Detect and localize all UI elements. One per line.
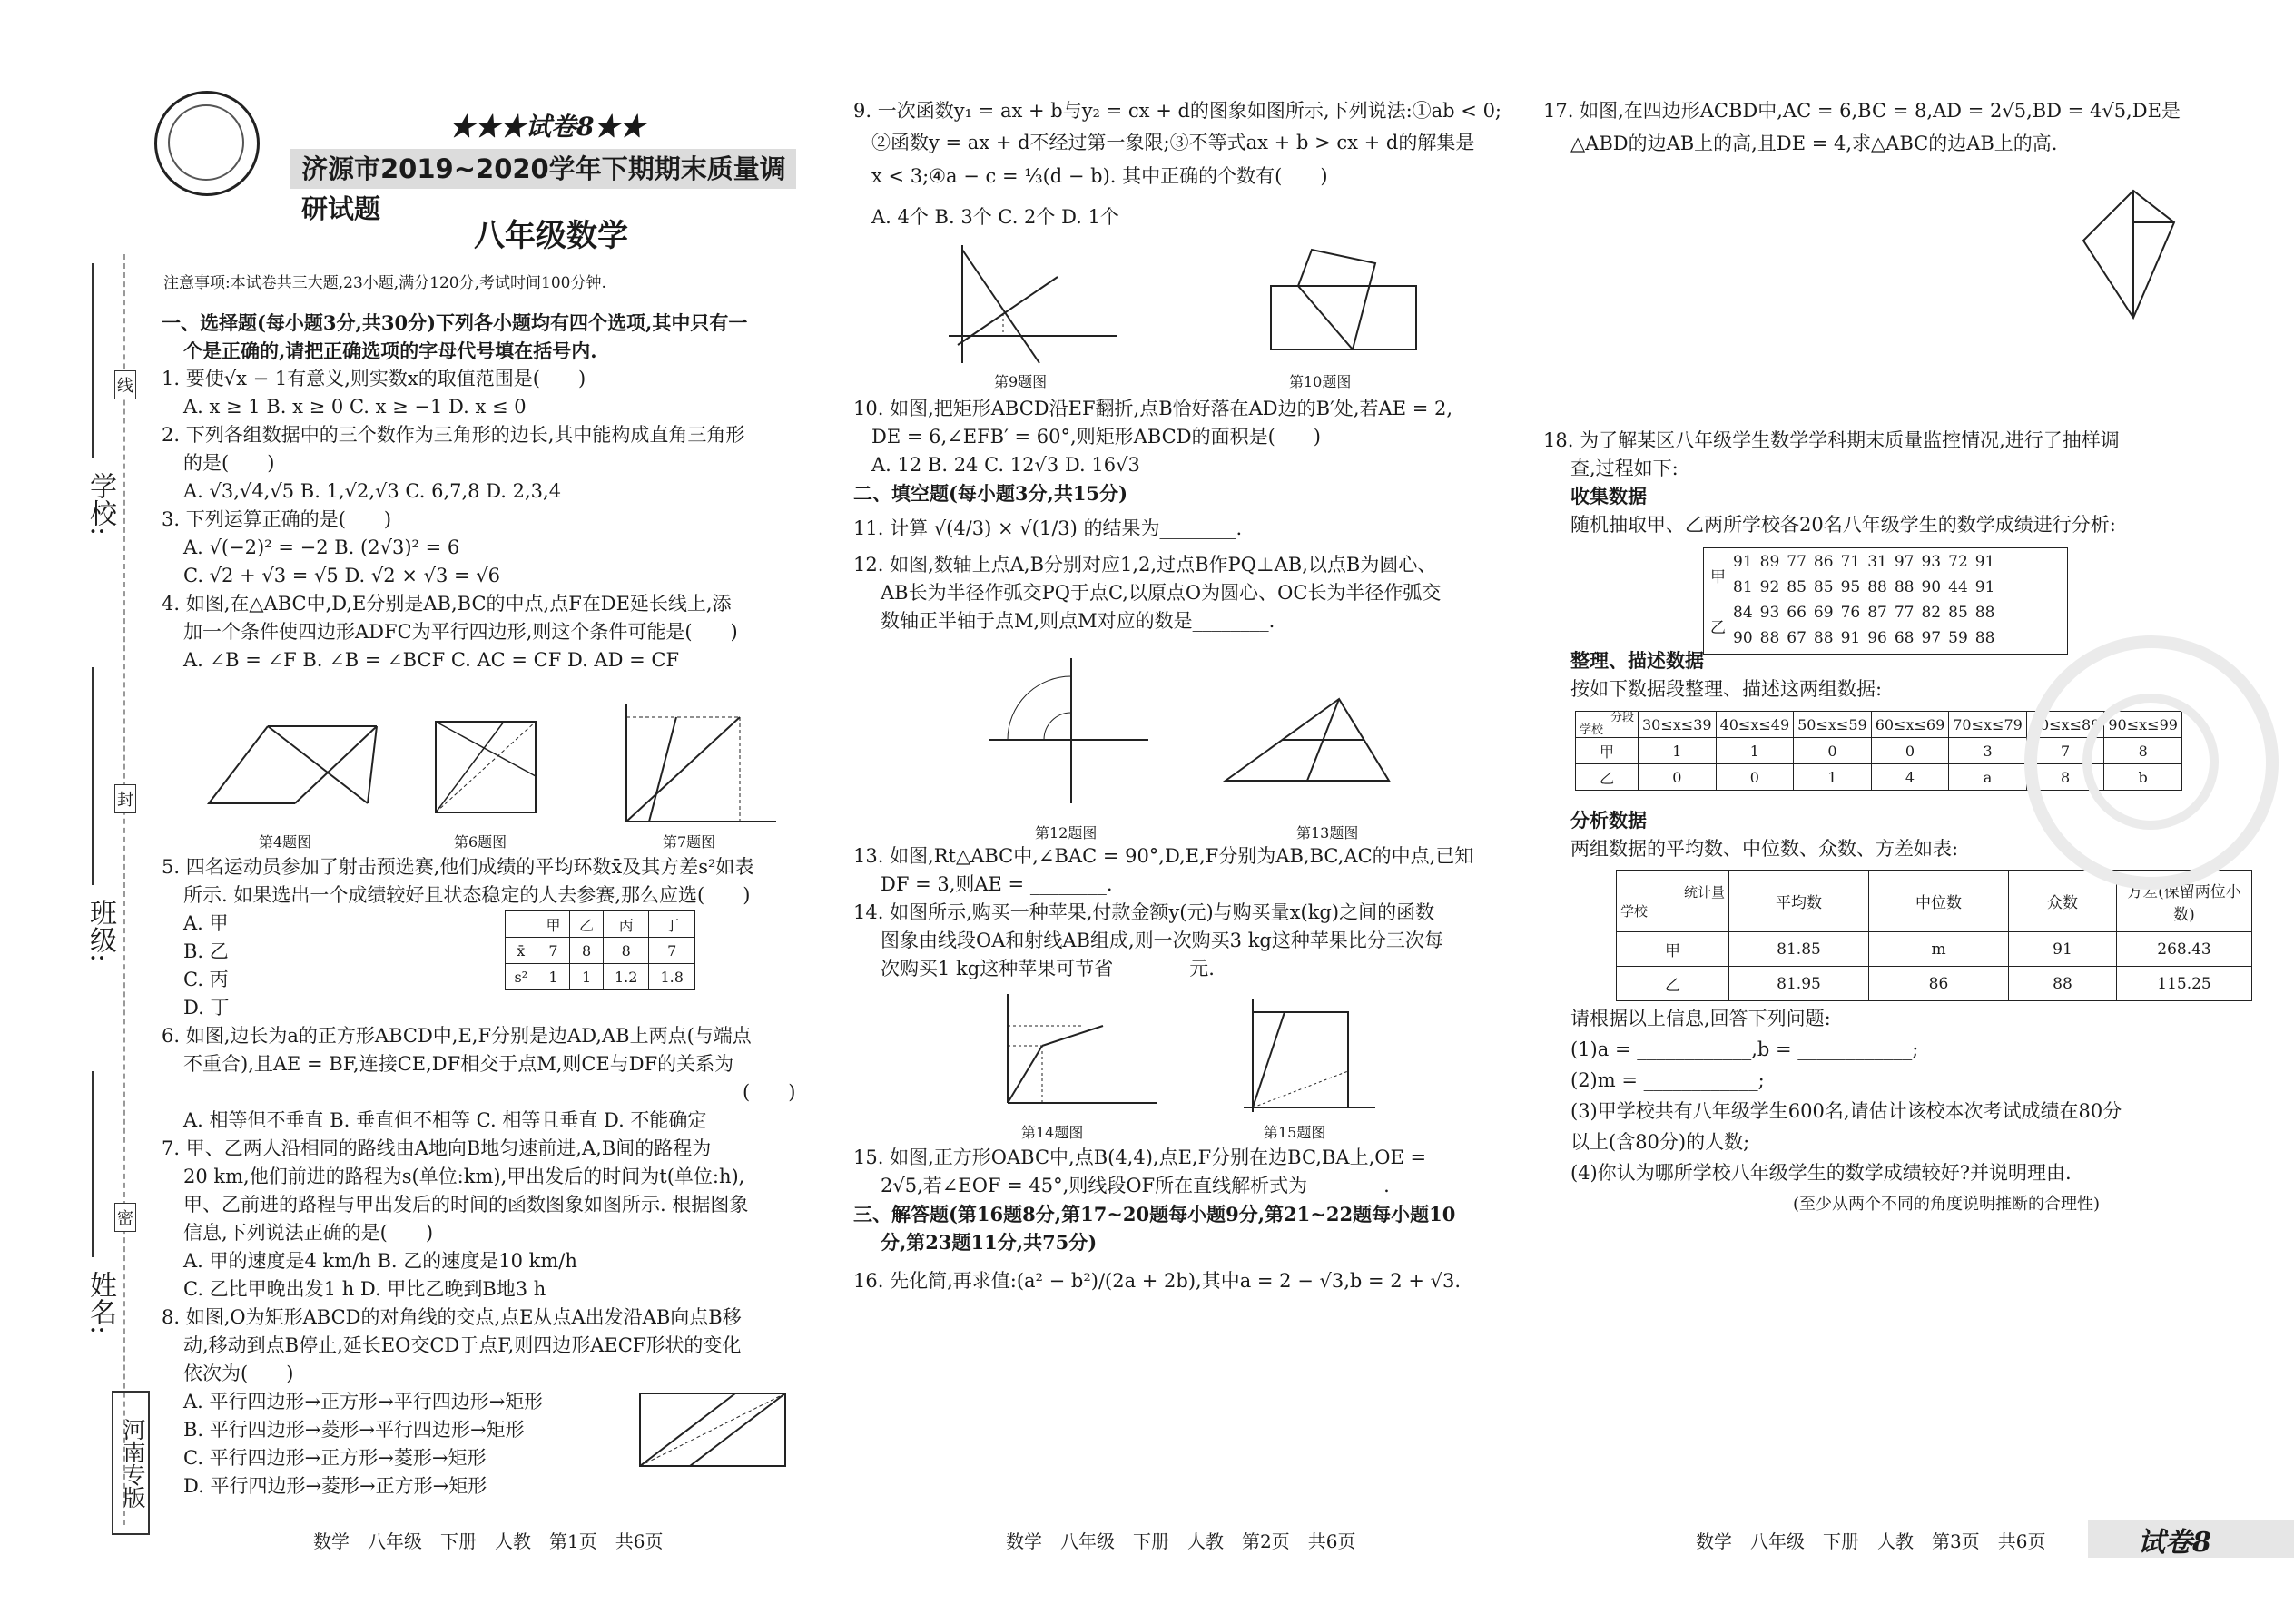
corner-cell xyxy=(1576,712,1639,738)
name-field[interactable] xyxy=(92,1071,94,1257)
table-cell: 1 xyxy=(570,964,604,990)
q2: 2. 下列各组数据中的三个数作为三角形的边长,其中能构成直角三角形 xyxy=(162,424,745,446)
q12-c: 数轴正半轴于点M,则点M对应的数是________. xyxy=(881,610,1275,632)
figure-14 xyxy=(980,989,1162,1112)
corner-top: 分段 xyxy=(1610,711,1634,724)
organize-data-desc: 按如下数据段整理、描述这两组数据: xyxy=(1570,678,1883,700)
q2-options: A. √3,√4,√5 B. 1,√2,√3 C. 6,7,8 D. 2,3,4 xyxy=(183,480,562,502)
figure-13-caption: 第13题图 xyxy=(1296,824,1359,842)
table-row xyxy=(506,911,695,938)
q6-b: 不重合),且AE = BF,连接CE,DF相交于点M,则CE与DF的关系为 xyxy=(183,1053,734,1075)
table-cell: 66 xyxy=(1787,604,1807,622)
section-3-title: 三、解答题(第16题8分,第17~20题每小题9分,第21~22题每小题10 xyxy=(853,1203,1456,1225)
table-header: 60≤x≤69 xyxy=(1871,712,1949,738)
collect-data-title: 收集数据 xyxy=(1570,486,1647,507)
figure-10 xyxy=(1257,236,1430,363)
q12-b: AB长为半径作弧交PQ于点C,以原点O为圆心、OC长为半径作弧交 xyxy=(881,582,1442,604)
figure-15 xyxy=(1235,994,1380,1117)
q11: 11. 计算 √(4/3) × √(1/3) 的结果为________. xyxy=(853,517,1243,539)
table-cell: 91 xyxy=(1840,629,1861,647)
table-cell: 88 xyxy=(1867,578,1887,596)
q13: 13. 如图,Rt△ABC中,∠BAC = 90°,D,E,F分别为AB,BC,AC的中点,已知 xyxy=(853,845,1474,867)
q3-options-cd: C. √2 + √3 = √5 D. √2 × √3 = √6 xyxy=(183,565,501,586)
table-row xyxy=(1617,932,2252,967)
seal-char-1: 线 xyxy=(114,370,136,399)
table-cell: 0 xyxy=(1639,764,1717,791)
region-seal: 河南专版 xyxy=(112,1391,150,1535)
figure-15-caption: 第15题图 xyxy=(1264,1124,1326,1141)
table-cell: 82 xyxy=(1921,604,1942,622)
q12: 12. 如图,数轴上点A,B分别对应1,2,过点B作PQ⊥AB,以点B为圆心、 xyxy=(853,554,1437,576)
paper-banner: 济源市2019~2020学年下期期末质量调研试题 xyxy=(290,149,796,189)
q13-b: DF = 3,则AE = ________. xyxy=(881,873,1113,895)
table-cell: 59 xyxy=(1948,629,1968,647)
table-cell: 31 xyxy=(1867,553,1887,571)
figure-8 xyxy=(626,1380,799,1480)
table-cell: 0 xyxy=(1716,764,1794,791)
q4-options: A. ∠B = ∠F B. ∠B = ∠BCF C. AC = CF D. AD = CF xyxy=(183,649,680,671)
figure-12-caption: 第12题图 xyxy=(1035,824,1098,842)
table-cell: 85 xyxy=(1787,578,1807,596)
table-cell: 0 xyxy=(1794,738,1872,764)
table-cell: 96 xyxy=(1867,629,1887,647)
q8-option-b: B. 平行四边形→菱形→平行四边形→矩形 xyxy=(183,1419,525,1441)
q8-c: 依次为( ) xyxy=(183,1363,294,1384)
q6-bracket: ( ) xyxy=(743,1081,796,1103)
table-cell: 77 xyxy=(1787,553,1807,571)
q15-b: 2√5,若∠EOF = 45°,则线段OF所在直线解析式为________. xyxy=(881,1175,1390,1196)
table-cell xyxy=(506,911,537,938)
corner-top: 统计量 xyxy=(1683,883,1725,901)
q17-b: △ABD的边AB上的高,且DE = 4,求△ABC的边AB上的高. xyxy=(1570,133,2058,154)
table-cell: 85 xyxy=(1948,604,1968,622)
figure-6 xyxy=(427,713,554,822)
table-cell: 91 xyxy=(1974,553,1995,571)
collect-data-desc: 随机抽取甲、乙两所学校各20名八年级学生的数学成绩进行分析: xyxy=(1570,514,2116,536)
table-cell: 0 xyxy=(1871,738,1949,764)
watermark-seal xyxy=(2024,635,2279,890)
q5: 5. 四名运动员参加了射击预选赛,他们成绩的平均环数x̄及其方差s²如表 xyxy=(162,856,754,878)
q18-b: 查,过程如下: xyxy=(1570,458,1679,479)
figure-7-caption: 第7题图 xyxy=(663,833,716,851)
binding-line xyxy=(123,254,125,1525)
table-cell: 7 xyxy=(537,938,570,964)
q7-c: 甲、乙前进的路程与甲出发后的时间的函数图象如图所示. 根据图象 xyxy=(183,1194,749,1216)
class-label: 班级: xyxy=(84,899,116,963)
footer-page-1: 数学 八年级 下册 人教 第1页 共6页 xyxy=(313,1530,664,1552)
school-field[interactable] xyxy=(92,263,94,458)
table-cell: 87 xyxy=(1867,604,1887,622)
table-cell: b xyxy=(2104,764,2182,791)
q3: 3. 下列运算正确的是( ) xyxy=(162,508,392,530)
q7-options-ab: A. 甲的速度是4 km/h B. 乙的速度是10 km/h xyxy=(183,1250,577,1272)
table-header: 30≤x≤39 xyxy=(1639,712,1717,738)
table-cell: 67 xyxy=(1787,629,1807,647)
table-cell: 1 xyxy=(1639,738,1717,764)
q3-options-ab: A. √(−2)² = −2 B. (2√3)² = 6 xyxy=(183,536,460,558)
section-1-title-2: 个是正确的,请把正确选项的字母代号填在括号内. xyxy=(183,340,597,362)
table-cell: 97 xyxy=(1921,629,1942,647)
q18-part-4: (4)你认为哪所学校八年级学生的数学成绩较好?并说明理由. xyxy=(1570,1162,2072,1184)
table-cell: 1.2 xyxy=(603,964,649,990)
table-cell: 88 xyxy=(1974,604,1995,622)
q17: 17. 如图,在四边形ACBD中,AC = 6,BC = 8,AD = 2√5,BD = 4√5,DE是 xyxy=(1543,100,2181,122)
table-cell: 268.43 xyxy=(2117,932,2252,967)
table-cell: 甲 xyxy=(537,911,570,938)
q14: 14. 如图所示,购买一种苹果,付款金额y(元)与购买量x(kg)之间的函数 xyxy=(853,901,1435,923)
table-cell: 88 xyxy=(1894,578,1915,596)
table-cell: 乙 xyxy=(1576,764,1639,791)
q14-c: 次购买1 kg这种苹果可节省________元. xyxy=(881,958,1215,979)
table-header: 90≤x≤99 xyxy=(2104,712,2182,738)
footer-page-3: 数学 八年级 下册 人教 第3页 共6页 xyxy=(1696,1530,2046,1552)
table-cell: 丙 xyxy=(603,911,649,938)
table-header: 方差(保留两位小数) xyxy=(2117,871,2252,932)
footer-tag: 试卷8 xyxy=(2138,1527,2211,1559)
table-cell: 76 xyxy=(1840,604,1861,622)
school-label: 学校: xyxy=(84,472,116,536)
table-cell: 77 xyxy=(1894,604,1915,622)
figure-17 xyxy=(2074,182,2188,331)
table-header: 80≤x≤89 xyxy=(2026,712,2104,738)
table-cell: 89 xyxy=(1759,553,1780,571)
table-cell: 甲 xyxy=(1576,738,1639,764)
q1-options: A. x ≥ 1 B. x ≥ 0 C. x ≥ −1 D. x ≤ 0 xyxy=(183,396,527,418)
table-cell: 8 xyxy=(2026,764,2104,791)
q7-d: 信息,下列说法正确的是( ) xyxy=(183,1222,434,1244)
table-cell: 1.8 xyxy=(649,964,695,990)
table-cell: 44 xyxy=(1948,578,1968,596)
q18-part-2: (2)m = ____________; xyxy=(1570,1069,1765,1091)
seal-char-3: 密 xyxy=(114,1203,136,1232)
table-cell: 90 xyxy=(1921,578,1942,596)
q14-b: 图象由线段OA和射线AB组成,则一次购买3 kg这种苹果比分三次每 xyxy=(881,930,1443,951)
q9-options: A. 4个 B. 3个 C. 2个 D. 1个 xyxy=(871,206,1119,228)
table-cell: 8 xyxy=(603,938,649,964)
table-cell: a xyxy=(1949,764,2027,791)
analyze-data-title: 分析数据 xyxy=(1570,810,1647,832)
section-3-title-2: 分,第23题11分,共75分) xyxy=(881,1231,1098,1254)
table-cell: s² xyxy=(506,964,537,990)
table-row xyxy=(1617,967,2252,1001)
q6: 6. 如图,边长为a的正方形ABCD中,E,F分别是边AD,AB上两点(与端点 xyxy=(162,1025,752,1047)
notice: 注意事项:本试卷共三大题,23小题,满分120分,考试时间100分钟. xyxy=(163,274,606,292)
q18-prompt: 请根据以上信息,回答下列问题: xyxy=(1570,1008,1831,1029)
table-cell: 8 xyxy=(570,938,604,964)
table-cell: 乙 xyxy=(1617,967,1729,1001)
figure-4-caption: 第4题图 xyxy=(259,833,312,851)
figure-13 xyxy=(1216,690,1398,790)
footer-page-2: 数学 八年级 下册 人教 第2页 共6页 xyxy=(1006,1530,1356,1552)
figure-7 xyxy=(595,699,781,835)
paper-number: ★★★试卷8★★ xyxy=(449,112,645,142)
figure-10-caption: 第10题图 xyxy=(1289,373,1352,390)
table-cell: 1 xyxy=(537,964,570,990)
table-cell: 68 xyxy=(1894,629,1915,647)
q7-b: 20 km,他们前进的路程为s(单位:km),甲出发后的时间为t(单位:h), xyxy=(183,1166,745,1187)
class-field[interactable] xyxy=(92,667,94,885)
corner-bottom: 学校 xyxy=(1620,902,1649,920)
q2-b: 的是( ) xyxy=(183,452,275,474)
q8-b: 动,移动到点B停止,延长EO交CD于点F,则四边形AECF形状的变化 xyxy=(183,1334,742,1356)
table-cell: 91 xyxy=(1974,578,1995,596)
q16: 16. 先化简,再求值:(a² − b²)/(2a + 2b),其中a = 2 − √3,b = 2 + √3. xyxy=(853,1270,1462,1292)
table-cell: 81 xyxy=(1733,578,1753,596)
table-cell: 86 xyxy=(1813,553,1834,571)
table-cell: 91 xyxy=(1733,553,1753,571)
table-cell: 71 xyxy=(1840,553,1861,571)
organize-data-title: 整理、描述数据 xyxy=(1570,650,1704,672)
table-cell: x̄ xyxy=(506,938,537,964)
corner-cell xyxy=(1617,871,1729,932)
page-title: 八年级数学 xyxy=(474,218,628,254)
table-cell: 84 xyxy=(1733,604,1753,622)
table-cell: 93 xyxy=(1759,604,1780,622)
q15: 15. 如图,正方形OABC中,点B(4,4),点E,F分别在边BC,BA上,OE = xyxy=(853,1147,1427,1168)
q5-b: 所示. 如果选出一个成绩较好且状态稳定的人去参赛,那么应选( ) xyxy=(183,884,751,906)
table-cell: 88 xyxy=(1759,629,1780,647)
q7-options-cd: C. 乙比甲晚出发1 h D. 甲比乙晚到B地3 h xyxy=(183,1278,546,1300)
figure-14-caption: 第14题图 xyxy=(1021,1124,1084,1141)
q9: 9. 一次函数y₁ = ax + b与y₂ = cx + d的图象如图所示,下列说法:①ab < 0; xyxy=(853,100,1502,122)
table-cell: m xyxy=(1869,932,2009,967)
name-label: 姓名: xyxy=(84,1271,116,1335)
table-header: 中位数 xyxy=(1869,871,2009,932)
table-header: 50≤x≤59 xyxy=(1794,712,1872,738)
table-cell: 88 xyxy=(1974,629,1995,647)
table-cell: 3 xyxy=(1949,738,2027,764)
q9-c: x < 3;④a − c = ⅓(d − b). 其中正确的个数有( ) xyxy=(871,165,1328,187)
table-cell: 丁 xyxy=(649,911,695,938)
table-cell: 81.85 xyxy=(1729,932,1869,967)
figure-9 xyxy=(940,241,1121,368)
school-label-yi: 乙 xyxy=(1710,618,1726,637)
table-header: 众数 xyxy=(2009,871,2117,932)
figure-6-caption: 第6题图 xyxy=(454,833,507,851)
table-cell: 7 xyxy=(2026,738,2104,764)
q10: 10. 如图,把矩形ABCD沿EF翻折,点B恰好落在AD边的B′处,若AE = 2, xyxy=(853,398,1453,419)
table-cell: 1 xyxy=(1794,764,1872,791)
table-header: 平均数 xyxy=(1729,871,1869,932)
table-cell: 93 xyxy=(1921,553,1942,571)
q8-option-a: A. 平行四边形→正方形→平行四边形→矩形 xyxy=(183,1391,544,1412)
table-cell: 97 xyxy=(1894,553,1915,571)
q4-b: 加一个条件使四边形ADFC为平行四边形,则这个条件可能是( ) xyxy=(183,621,738,643)
table-row xyxy=(506,964,695,990)
q5-table xyxy=(505,910,695,990)
table-cell: 69 xyxy=(1813,604,1834,622)
q9-b: ②函数y = ax + d不经过第一象限;③不等式ax + b > cx + d的解集是 xyxy=(871,132,1475,153)
q10-b: DE = 6,∠EFB′ = 60°,则矩形ABCD的面积是( ) xyxy=(871,426,1321,448)
q1: 1. 要使√x − 1有意义,则实数x的取值范围是( ) xyxy=(162,368,586,389)
section-1-title: 一、选择题(每小题3分,共30分)下列各小题均有四个选项,其中只有一 xyxy=(162,311,748,334)
table-cell: 乙 xyxy=(570,911,604,938)
table-cell: 86 xyxy=(1869,967,2009,1001)
logo xyxy=(154,91,260,196)
figure-9-caption: 第9题图 xyxy=(994,373,1048,390)
q5-option-b: B. 乙 xyxy=(183,940,229,962)
q8: 8. 如图,O为矩形ABCD的对角线的交点,点E从点A出发沿AB向点B移 xyxy=(162,1306,742,1328)
corner-bottom: 学校 xyxy=(1580,723,1604,737)
table-row xyxy=(506,938,695,964)
q18-part-1: (1)a = ____________,b = ____________; xyxy=(1570,1038,1919,1060)
q4: 4. 如图,在△ABC中,D,E分别是AB,BC的中点,点F在DE延长线上,添 xyxy=(162,593,732,615)
table-cell: 4 xyxy=(1871,764,1949,791)
table-cell: 88 xyxy=(2009,967,2117,1001)
table-cell: 7 xyxy=(649,938,695,964)
table-cell: 90 xyxy=(1733,629,1753,647)
q5-option-c: C. 丙 xyxy=(183,969,229,990)
figure-12 xyxy=(989,649,1153,812)
table-cell: 88 xyxy=(1813,629,1834,647)
q18-part-3: (3)甲学校共有八年级学生600名,请估计该校本次考试成绩在80分 xyxy=(1570,1100,2122,1122)
table-cell: 1 xyxy=(1716,738,1794,764)
table-cell: 72 xyxy=(1948,553,1968,571)
table-cell: 92 xyxy=(1759,578,1780,596)
seal-char-2: 封 xyxy=(114,784,136,813)
watermark-inner xyxy=(2082,694,2219,830)
table-cell: 85 xyxy=(1813,578,1834,596)
q18: 18. 为了解某区八年级学生数学学科期末质量监控情况,进行了抽样调 xyxy=(1543,429,2120,451)
q18-part-3-b: 以上(含80分)的人数; xyxy=(1570,1131,1750,1153)
analyze-data-desc: 两组数据的平均数、中位数、众数、方差如表: xyxy=(1570,838,1959,860)
q5-option-d: D. 丁 xyxy=(183,997,230,1019)
q7: 7. 甲、乙两人沿相同的路线由A地向B地匀速前进,A,B间的路程为 xyxy=(162,1137,712,1159)
table-header: 40≤x≤49 xyxy=(1716,712,1794,738)
section-2-title: 二、填空题(每小题3分,共15分) xyxy=(853,482,1128,505)
logo-inner xyxy=(168,104,244,181)
table-cell: 甲 xyxy=(1617,932,1729,967)
school-label-jia: 甲 xyxy=(1710,567,1726,586)
q10-options: A. 12 B. 24 C. 12√3 D. 16√3 xyxy=(871,454,1140,476)
figure-4 xyxy=(195,713,386,817)
q5-option-a: A. 甲 xyxy=(183,912,229,934)
table-cell: 81.95 xyxy=(1729,967,1869,1001)
table-cell: 115.25 xyxy=(2117,967,2252,1001)
raw-data-frame xyxy=(1703,547,2068,655)
table-cell: 91 xyxy=(2009,932,2117,967)
q8-option-d: D. 平行四边形→菱形→正方形→矩形 xyxy=(183,1475,487,1497)
q18-note: (至少从两个不同的角度说明推断的合理性) xyxy=(1793,1195,2101,1214)
q6-options: A. 相等但不垂直 B. 垂直但不相等 C. 相等且垂直 D. 不能确定 xyxy=(183,1109,707,1131)
table-cell: 8 xyxy=(2104,738,2182,764)
table-header: 70≤x≤79 xyxy=(1949,712,2027,738)
q8-option-c: C. 平行四边形→正方形→菱形→矩形 xyxy=(183,1447,487,1469)
table-cell: 95 xyxy=(1840,578,1861,596)
